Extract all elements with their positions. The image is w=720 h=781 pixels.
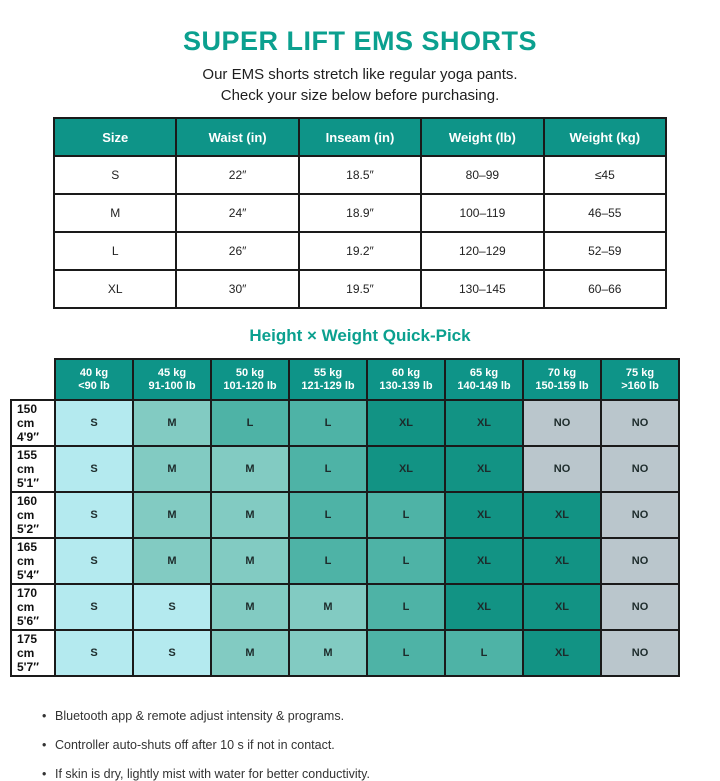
recommended-size-cell: M (289, 630, 367, 676)
height-row-header: 170 cm 5'6″ (11, 584, 55, 630)
weight-col-header: 65 kg 140-149 lb (445, 359, 523, 400)
weight-lb-cell: 130–145 (421, 270, 543, 308)
recommended-size-cell: XL (523, 584, 601, 630)
table-row (54, 270, 666, 308)
recommended-size-cell: M (211, 492, 289, 538)
matrix-row (11, 584, 679, 630)
weight-col-header: 70 kg 150-159 lb (523, 359, 601, 400)
matrix-row (11, 492, 679, 538)
waist-cell: 24″ (176, 194, 298, 232)
weight-col-header: 55 kg 121-129 lb (289, 359, 367, 400)
table-row (54, 232, 666, 270)
recommended-size-cell: S (55, 630, 133, 676)
inseam-cell: 19.2″ (299, 232, 421, 270)
waist-cell: 30″ (176, 270, 298, 308)
subtitle-line-2: Check your size below before purchasing. (220, 87, 500, 104)
height-row-header: 165 cm 5'4″ (11, 538, 55, 584)
inseam-cell: 18.5″ (299, 156, 421, 194)
recommended-size-cell: M (211, 630, 289, 676)
page-subtitle (0, 64, 720, 106)
recommended-size-cell: L (367, 630, 445, 676)
recommended-size-cell: L (289, 400, 367, 446)
corner-cell (11, 359, 55, 400)
recommended-size-cell: NO (601, 446, 679, 492)
matrix-row (11, 446, 679, 492)
weight-kg-cell: ≤45 (544, 156, 666, 194)
recommended-size-cell: NO (523, 400, 601, 446)
weight-kg-cell: 52–59 (544, 232, 666, 270)
weight-lb-cell: 100–119 (421, 194, 543, 232)
size-cell: L (54, 232, 176, 270)
recommended-size-cell: NO (601, 584, 679, 630)
quick-pick-matrix (10, 358, 680, 677)
recommended-size-cell: XL (445, 584, 523, 630)
recommended-size-cell: NO (601, 538, 679, 584)
recommended-size-cell: L (211, 400, 289, 446)
recommended-size-cell: S (133, 630, 211, 676)
note-item: • Controller auto-shuts off after 10 s if not in contact. (42, 738, 720, 752)
recommended-size-cell: NO (523, 446, 601, 492)
recommended-size-cell: S (55, 492, 133, 538)
recommended-size-cell: M (133, 492, 211, 538)
page-title: SUPER LIFT EMS SHORTS (182, 26, 538, 56)
inseam-cell: 18.9″ (299, 194, 421, 232)
matrix-row (11, 630, 679, 676)
size-cell: M (54, 194, 176, 232)
height-row-header: 175 cm 5'7″ (11, 630, 55, 676)
size-cell: XL (54, 270, 176, 308)
weight-col-header: 40 kg <90 lb (55, 359, 133, 400)
size-table-header-waist: Waist (in) (176, 118, 298, 156)
feature-notes (0, 709, 720, 781)
recommended-size-cell: NO (601, 492, 679, 538)
recommended-size-cell: XL (445, 446, 523, 492)
recommended-size-cell: M (133, 538, 211, 584)
weight-col-header: 45 kg 91-100 lb (133, 359, 211, 400)
recommended-size-cell: S (55, 446, 133, 492)
table-row (54, 156, 666, 194)
waist-cell: 26″ (176, 232, 298, 270)
recommended-size-cell: M (133, 400, 211, 446)
recommended-size-cell: M (211, 538, 289, 584)
note-item: • If skin is dry, lightly mist with water for better conductivity. (42, 767, 720, 781)
weight-col-header: 60 kg 130-139 lb (367, 359, 445, 400)
matrix-row (11, 538, 679, 584)
height-row-header: 160 cm 5'2″ (11, 492, 55, 538)
size-table-header-weight-kg: Weight (kg) (544, 118, 666, 156)
recommended-size-cell: XL (523, 538, 601, 584)
recommended-size-cell: NO (601, 400, 679, 446)
recommended-size-cell: L (367, 538, 445, 584)
size-table-header-inseam: Inseam (in) (299, 118, 421, 156)
recommended-size-cell: L (445, 630, 523, 676)
weight-col-header: 75 kg >160 lb (601, 359, 679, 400)
inseam-cell: 19.5″ (299, 270, 421, 308)
quick-pick-header-row (11, 359, 679, 400)
table-row (54, 194, 666, 232)
recommended-size-cell: S (133, 584, 211, 630)
height-row-header: 155 cm 5'1″ (11, 446, 55, 492)
subtitle-line-1: Our EMS shorts stretch like regular yoga pants. (202, 66, 518, 83)
recommended-size-cell: L (289, 446, 367, 492)
recommended-size-cell: XL (367, 400, 445, 446)
recommended-size-cell: M (211, 584, 289, 630)
weight-lb-cell: 120–129 (421, 232, 543, 270)
recommended-size-cell: M (211, 446, 289, 492)
quick-pick-heading: Height × Weight Quick-Pick (249, 326, 471, 345)
recommended-size-cell: L (367, 492, 445, 538)
recommended-size-cell: NO (601, 630, 679, 676)
weight-lb-cell: 80–99 (421, 156, 543, 194)
recommended-size-cell: XL (367, 446, 445, 492)
recommended-size-cell: XL (445, 492, 523, 538)
recommended-size-cell: M (133, 446, 211, 492)
recommended-size-cell: XL (445, 400, 523, 446)
recommended-size-cell: L (289, 492, 367, 538)
weight-col-header: 50 kg 101-120 lb (211, 359, 289, 400)
waist-cell: 22″ (176, 156, 298, 194)
recommended-size-cell: S (55, 400, 133, 446)
size-table (53, 117, 667, 309)
matrix-row (11, 400, 679, 446)
recommended-size-cell: M (289, 584, 367, 630)
recommended-size-cell: L (367, 584, 445, 630)
size-table-header-size: Size (54, 118, 176, 156)
recommended-size-cell: L (289, 538, 367, 584)
recommended-size-cell: S (55, 584, 133, 630)
recommended-size-cell: XL (523, 630, 601, 676)
size-table-header-row (54, 118, 666, 156)
recommended-size-cell: XL (445, 538, 523, 584)
weight-kg-cell: 46–55 (544, 194, 666, 232)
recommended-size-cell: XL (523, 492, 601, 538)
height-row-header: 150 cm 4'9″ (11, 400, 55, 446)
size-cell: S (54, 156, 176, 194)
recommended-size-cell: S (55, 538, 133, 584)
weight-kg-cell: 60–66 (544, 270, 666, 308)
size-table-header-weight-lb: Weight (lb) (421, 118, 543, 156)
note-item: • Bluetooth app & remote adjust intensity & programs. (42, 709, 720, 723)
